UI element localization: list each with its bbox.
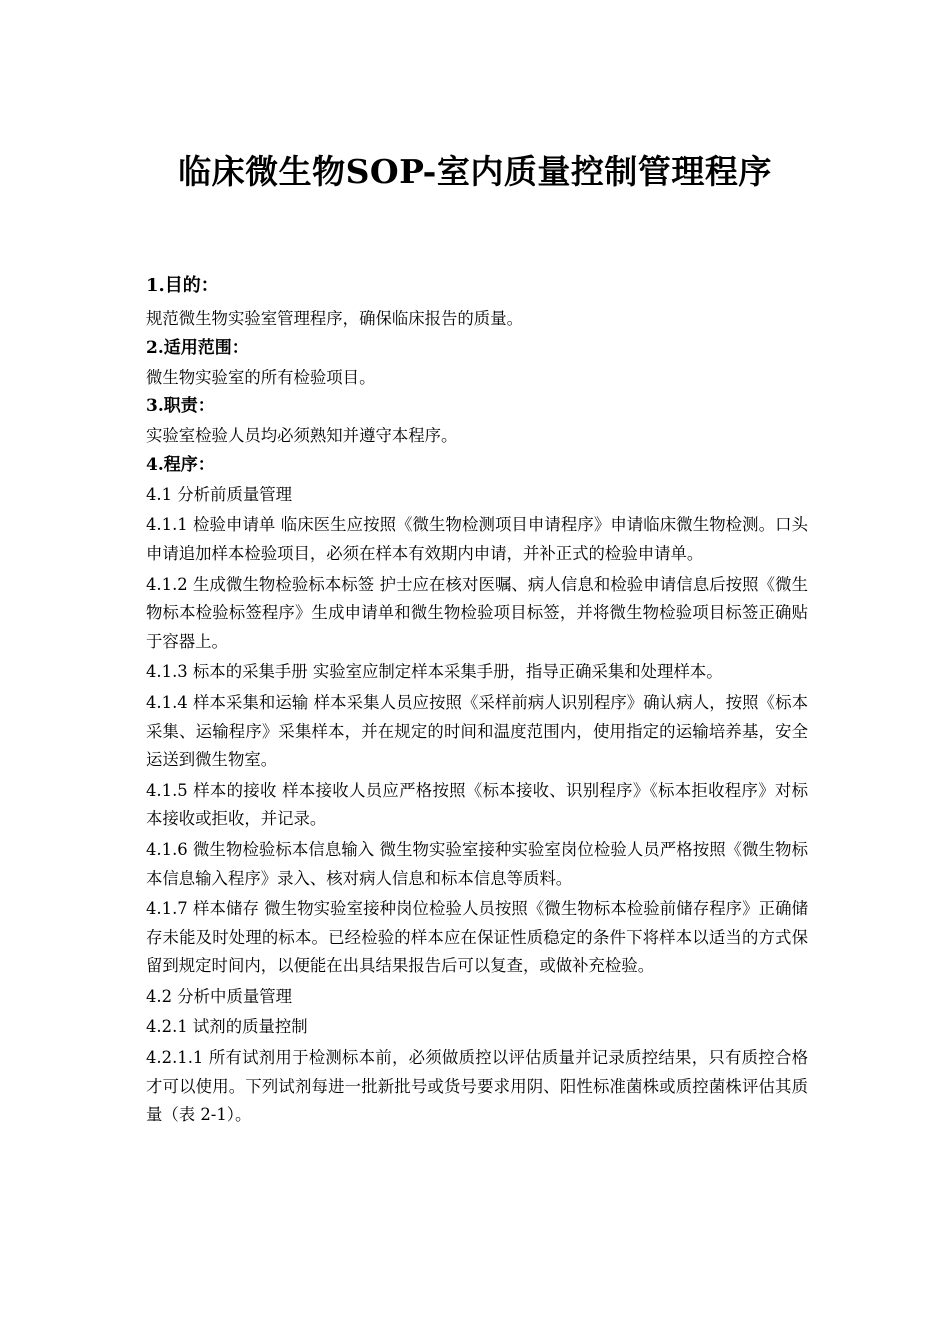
paragraph-4-2: 4.2 分析中质量管理 <box>146 986 293 1006</box>
section-heading-scope: 2.适用范围： <box>146 337 249 358</box>
paragraph-4-2-1: 4.2.1 试剂的质量控制 <box>146 1017 308 1037</box>
paragraph-responsibility: 实验室检验人员均必须熟知并遵守本程序。 <box>146 426 458 446</box>
paragraph-4-1-1: 4.1.1 检验申请单 临床医生应按照《微生物检测项目申请程序》申请临床微生物检测。口头申请追加样本检验项目，必须在样本有效期内申请，并补正式的检验申请单。 <box>146 515 808 563</box>
paragraph-4-1: 4.1 分析前质量管理 <box>146 484 293 504</box>
document-title: 临床微生物SOP-室内质量控制管理程序 <box>178 152 772 191</box>
section-heading-procedure: 4.程序： <box>146 454 215 475</box>
section-heading-purpose: 1.目的： <box>146 275 219 296</box>
paragraph-4-2-1-1: 4.2.1.1 所有试剂用于检测标本前，必须做质控以评估质量并记录质控结果，只有质控合格才可以使用。下列试剂每进一批新批号或货号要求用阴、阳性标准菌株或质控菌株评估其质量（表 2-1）。 <box>146 1048 808 1125</box>
section-heading-responsibility: 3.职责： <box>146 396 215 417</box>
paragraph-4-1-7: 4.1.7 样本储存 微生物实验室接种岗位检验人员按照《微生物标本检验前储存程序》正确储存未能及时处理的标本。已经检验的样本应在保证性质稳定的条件下将样本以适当的方式保留到规定时间内，以便能在出具结果报告后可以复查，或做补充检验。 <box>146 899 808 976</box>
paragraph-4-1-2: 4.1.2 生成微生物检验标本标签 护士应在核对医嘱、病人信息和检验申请信息后按照《微生物标本检验标签程序》生成申请单和微生物检验项目标签，并将微生物检验项目标签正确贴于容器上。 <box>146 574 808 651</box>
paragraph-4-1-4: 4.1.4 样本采集和运输 样本采集人员应按照《采样前病人识别程序》确认病人，按照《标本采集、运输程序》采集样本，并在规定的时间和温度范围内，使用指定的运输培养基，安全运送到微生物室。 <box>146 692 808 770</box>
paragraph-4-1-3: 4.1.3 标本的采集手册 实验室应制定样本采集手册，指导正确采集和处理样本。 <box>146 662 723 682</box>
document-body <box>146 268 808 1130</box>
paragraph-purpose: 规范微生物实验室管理程序，确保临床报告的质量。 <box>146 309 523 328</box>
paragraph-4-1-6: 4.1.6 微生物检验标本信息输入 微生物实验室接种实验室岗位检验人员严格按照《微生物标本信息输入程序》录入、核对病人信息和标本信息等质料。 <box>146 839 808 888</box>
paragraph-scope: 微生物实验室的所有检验项目。 <box>146 367 376 387</box>
paragraph-4-1-5: 4.1.5 样本的接收 样本接收人员应严格按照《标本接收、识别程序》《标本拒收程序》对标本接收或拒收，并记录。 <box>146 780 808 829</box>
